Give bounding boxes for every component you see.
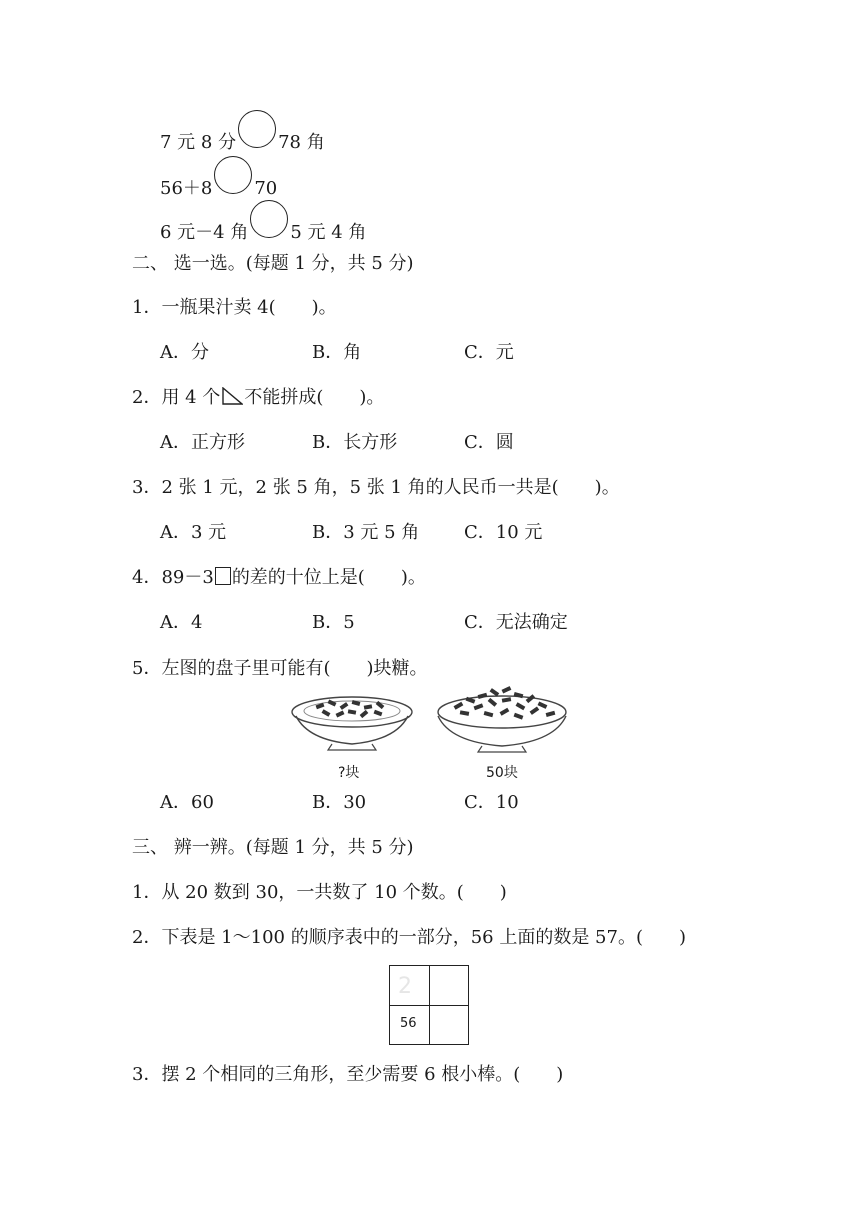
comparison-circle[interactable] (238, 110, 276, 148)
comparison-1-left: 7 元 8 分 (160, 132, 237, 153)
question-2-4-before: 4．89－3 (132, 567, 214, 588)
question-3-1: 1．从 20 数到 30，一共数了 10 个数。( ) (132, 882, 507, 903)
comparison-3 (160, 214, 366, 252)
option-a[interactable]: A．4 (160, 612, 203, 633)
comparison-3-left: 6 元－4 角 (160, 222, 249, 243)
section-2-title: 二、 选一选。(每题 1 分，共 5 分) (132, 253, 414, 274)
comparison-1-right: 78 角 (278, 132, 325, 153)
question-3-2: 2．下表是 1～100 的顺序表中的一部分，56 上面的数是 57。( ) (132, 927, 686, 948)
option-a[interactable]: A．3 元 (160, 522, 227, 543)
section-3-title: 三、 辨一辨。(每题 1 分，共 5 分) (132, 837, 414, 858)
option-c[interactable]: C．10 元 (464, 522, 543, 543)
faint-mark: 2 (398, 974, 412, 999)
grid-cell-value: 56 (400, 1016, 417, 1031)
comparison-2-right: 70 (254, 178, 278, 199)
right-plate (438, 686, 566, 752)
option-a[interactable]: A．60 (160, 792, 214, 813)
option-a[interactable]: A．分 (160, 342, 209, 363)
left-plate (292, 697, 412, 750)
candy-plates-illustration (288, 684, 578, 784)
right-triangle-icon (221, 387, 243, 405)
option-c[interactable]: C．圆 (464, 432, 514, 453)
comparison-2-left: 56＋8 (160, 178, 213, 199)
question-2-3: 3．2 张 1 元，2 张 5 角，5 张 1 角的人民币一共是( )。 (132, 477, 620, 498)
number-grid (389, 965, 469, 1045)
option-a[interactable]: A．正方形 (160, 432, 245, 453)
option-b[interactable]: B．30 (312, 792, 367, 813)
blank-box (215, 567, 231, 585)
grid-divider-horizontal (390, 1005, 468, 1006)
option-b[interactable]: B．长方形 (312, 432, 398, 453)
question-3-3: 3．摆 2 个相同的三角形，至少需要 6 根小棒。( ) (132, 1064, 564, 1085)
option-c[interactable]: C．元 (464, 342, 514, 363)
option-b[interactable]: B．角 (312, 342, 362, 363)
question-2-5: 5．左图的盘子里可能有( )块糖。 (132, 658, 428, 679)
comparison-3-right: 5 元 4 角 (290, 222, 367, 243)
question-2-2-before: 2．用 4 个 (132, 387, 221, 408)
option-c[interactable]: C．无法确定 (464, 612, 568, 633)
comparison-circle[interactable] (250, 200, 288, 238)
right-plate-label: 50块 (486, 765, 518, 781)
question-2-2-after: 不能拼成( )。 (244, 387, 385, 408)
question-2-4-after: 的差的十位上是( )。 (231, 567, 426, 588)
question-2-4 (132, 566, 426, 590)
candy-plates-graphic (288, 684, 578, 760)
question-2-2 (132, 386, 384, 410)
question-2-1: 1．一瓶果汁卖 4( )。 (132, 297, 337, 318)
option-b[interactable]: B．5 (312, 612, 355, 633)
comparison-1 (160, 124, 325, 162)
option-b[interactable]: B．3 元 5 角 (312, 522, 420, 543)
left-plate-label: ?块 (338, 765, 360, 781)
comparison-circle[interactable] (214, 156, 252, 194)
option-c[interactable]: C．10 (464, 792, 519, 813)
